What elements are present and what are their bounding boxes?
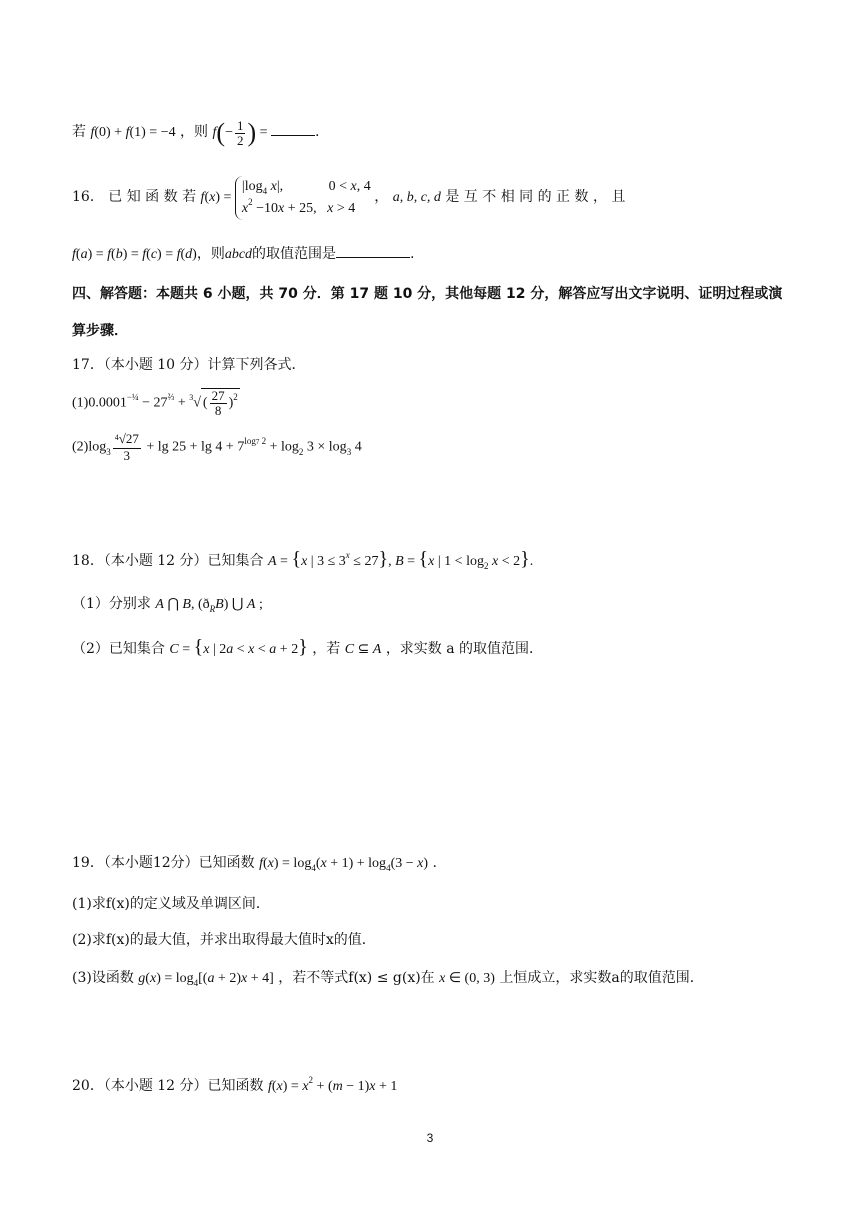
q15-answer-blank[interactable] [271,135,315,136]
q15-target: f(− $\frac{1}{2}$ ) = [212,117,272,148]
q16-desc: 是 互 不 相 同 的 正 数 ， 且 [445,189,626,206]
q19-title: 19．（本小题12分）已知函数 $f(x) = \log_4(x + 1) + \log_4(3 - x)$ . [72,855,437,873]
page-number: 3 [426,1131,434,1145]
q15-formula: f(0) + f(1) = −4 [90,125,176,141]
q19-part3-tail: 上恒成立，求实数a的取值范围． [499,970,704,986]
q16-equation: f(a) = f(b) = f(c) = f(d) [72,247,197,262]
q18-title [72,548,533,571]
q17-part2-label: (2) [72,439,89,455]
q19-function: $f(x) = \log_4(x + 1) + \log_4(3 - x)$ [259,856,429,873]
q19-part3-lead: (3)设函数 [72,970,134,986]
q19-part1: (1)求f(x)的定义域及单调区间． [72,896,270,912]
q18-part2-mid: ，若 [312,641,341,657]
q15-text2: ，则 [180,124,209,141]
q16-lead: 已 知 函 数 若 [108,189,197,206]
q18-part2-lead: （2）已知集合 [72,641,165,657]
q18-part2-tail: ，求实数 a 的取值范围． [385,641,544,657]
q16-comma: ， [374,189,389,206]
q16-line2 [72,243,415,263]
q18-part2 [72,636,543,659]
q19-interval: x ∈ (0, 3) [439,971,495,986]
q18-sets: A = {x | $3 \le 3^x \le 27$}, B = {x | $1 < \log_2 x < 2$}. [267,548,534,571]
q18-part1-lead: （1）分别求 [72,596,151,612]
q19-part2: (2)求f(x)的最大值，并求出取得最大值时x的值． [72,932,376,948]
q18-set-c: C = {x | 2a < x < a + 2} [169,636,308,658]
q16-piecewise: f(x) = $|\log_4$ x|, 0 < x, 4 $x^2 -10x + 25$, x > 4 [201,190,375,205]
q17-part1: $(1)0.0001^{-\frac{1}{4}} - 27^{\frac{2}{3}} + ^3√$ ( $\frac{27}{8}$ )$^2$ [72,388,238,418]
q19-part3 [72,967,704,987]
q16-line1 [72,176,792,220]
q16-answer-blank[interactable] [336,257,410,258]
q16-range-text: 的取值范围是 [252,246,337,262]
q15-text: 若 [72,124,86,141]
q19-title-text: 19．（本小题12分）已知函数 [72,855,255,871]
section4-header-line1: 四、解答题：本题共 6 小题，共 70 分．第 17 题 10 分，其他每题 12 分，解答应写出文字说明、证明过程或演 [72,286,783,302]
q20-title-text: 20．（本小题 12 分）已知函数 [72,1078,264,1094]
q18-part1 [72,593,263,613]
q19-part3-mid: ，若不等式f(x) ≤ g(x)在 [278,970,435,986]
q17-title: 17．（本小题 10 分）计算下列各式． [72,357,306,373]
q20-title [72,1075,397,1095]
q17-part1-label: (1) [72,395,89,411]
q16-then: ，则 [196,246,225,262]
q15-end: . [315,124,320,141]
q18-title-text: 18．（本小题 12 分）已知集合 [72,553,264,569]
q16-abcd: abcd [224,247,253,262]
q15-line [72,118,320,148]
q18-subset: C ⊆ A [344,642,382,657]
q19-g-function: $g(x) = \log_4[(a + 2)x + 4]$ [138,971,274,988]
q18-part1-formula: A ⋂ B, $(ð_RB)$ ⋃ A ; [155,597,263,614]
q16-end: . [410,246,415,262]
section4-header-line2: 算步骤． [72,323,128,339]
q20-function: $f(x) = x^2 + (m - 1)x + 1$ [267,1075,398,1094]
q17-part2: $(2)\log_3$ $\frac{^4√27}{3}$ + $\lg 25 + \lg 4 + 7^{log7 2} + \log_2 3 \times \log_3 4$ [72,431,362,463]
q16-number: 16． [72,189,104,206]
q16-vars: a, b, c, d [392,190,441,206]
